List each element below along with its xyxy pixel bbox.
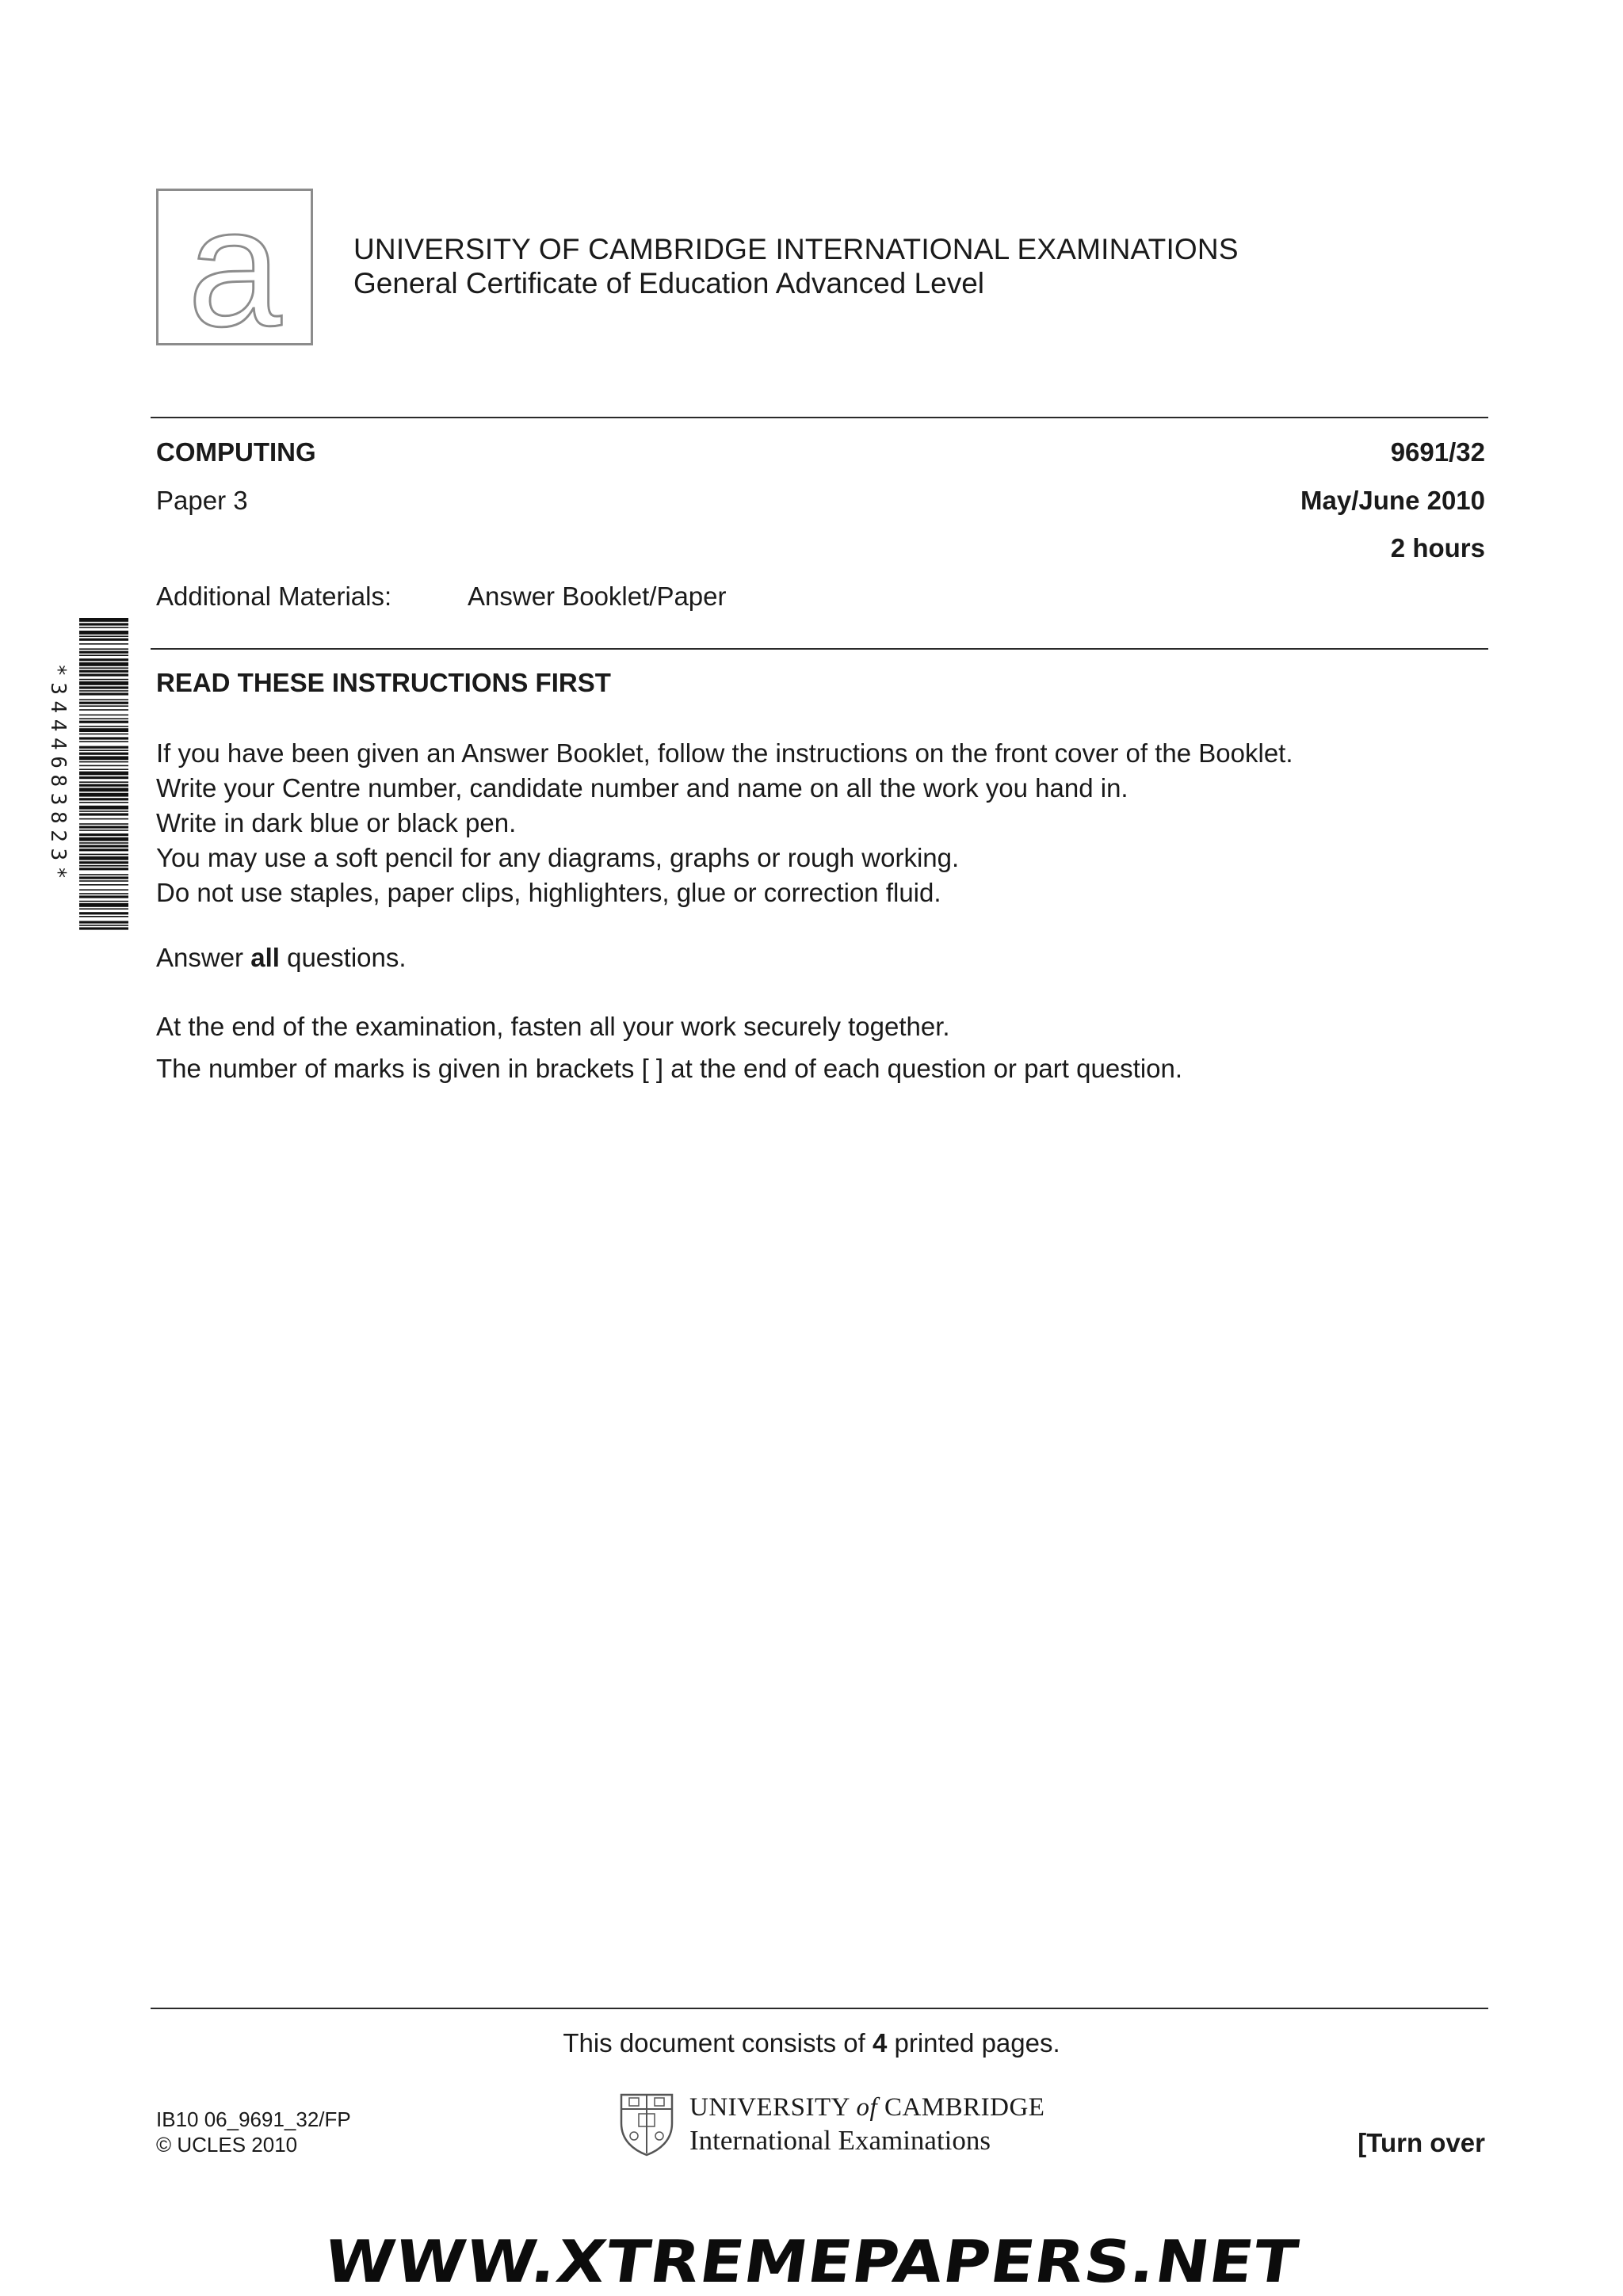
barcode-bar [79,784,128,787]
divider-footer [151,2008,1488,2009]
barcode-bar [79,813,128,815]
barcode-bar [79,721,128,723]
additional-materials-label: Additional Materials: [156,582,392,611]
copyright-notice: © UCLES 2010 [156,2133,298,2157]
pages-suffix: printed pages. [887,2028,1060,2058]
barcode-bar [79,648,128,650]
barcode-bar [79,635,128,637]
instructions-list [156,736,1293,910]
exam-duration: 2 hours [1390,533,1485,563]
barcode-bar [79,702,128,704]
exam-board-logo [156,189,313,345]
additional-materials-value: Answer Booklet/Paper [468,582,727,611]
answer-all-instruction [156,943,407,973]
document-reference: IB10 06_9691_32/FP [156,2107,351,2131]
barcode-bar [79,806,128,810]
barcode-bar [79,876,128,879]
exam-board-name: UNIVERSITY OF CAMBRIDGE INTERNATIONAL EXAMINATIONS [353,233,1239,265]
barcode-bar [79,686,128,688]
barcode-icon [79,618,128,931]
cie-logo-subtitle: International Examinations [689,2125,991,2156]
barcode-bar [79,865,128,867]
barcode-bar [79,802,128,803]
barcode-bar [79,868,128,870]
barcode-bar [79,861,128,864]
turn-over-label: [Turn over [1358,2128,1485,2157]
pages-prefix: This document consists of [563,2028,873,2058]
barcode-bar [79,793,128,797]
barcode-bar [79,818,128,820]
barcode-bar [79,670,128,673]
barcode-bar [79,658,128,661]
barcode-bar [79,845,128,847]
pages-count: 4 [872,2028,888,2058]
barcode-bar [79,746,128,749]
university-crest-icon [618,2092,675,2157]
end-of-exam-instruction: At the end of the examination, fasten all your work securely together. [156,1012,950,1041]
barcode-bar [79,903,128,907]
barcode-bar [79,618,128,622]
barcode-bar [79,667,128,669]
barcode-bar [79,912,128,914]
barcode-bar [79,651,128,654]
cie-of: of [856,2093,878,2122]
instruction-line: If you have been given an Answer Booklet, follow the instructions on the front cover of the Booklet. [156,738,1293,768]
barcode-bar [79,643,128,645]
divider-middle [151,648,1488,650]
instructions-heading: READ THESE INSTRUCTIONS FIRST [156,668,611,697]
barcode-bar [79,709,128,711]
barcode-bar [79,921,128,923]
barcode-bar [79,893,128,894]
barcode-bar [79,776,128,779]
barcode-bar [79,895,128,898]
marks-note: The number of marks is given in brackets [ ] at the end of each question or part question. [156,1054,1183,1083]
barcode-bar [79,692,128,695]
barcode-bar [79,662,128,666]
barcode-bar [79,823,128,825]
paper-number: Paper 3 [156,486,248,515]
barcode-bar [79,880,128,882]
barcode-bar [79,728,128,732]
barcode-bar [79,639,128,641]
letter-a-logo-icon [158,191,311,343]
barcode-bar [79,908,128,910]
paper-code: 9691/32 [1390,437,1485,467]
barcode-bar [79,741,128,742]
barcode-bar [79,830,128,831]
cie-logo-title [689,2093,1044,2122]
svg-text:a: a [187,191,282,343]
barcode-bar [79,705,128,707]
barcode-bar [79,772,128,776]
barcode-bar [79,726,128,727]
instruction-line: You may use a soft pencil for any diagrams, graphs or rough working. [156,843,960,872]
qualification-title: General Certificate of Education Advanced Level [353,267,984,299]
barcode-bar [79,631,128,635]
answer-prefix: Answer [156,943,251,972]
barcode-bar [79,769,128,770]
barcode-bar [79,810,128,812]
instruction-line: Write in dark blue or black pen. [156,808,517,837]
exam-session: May/June 2010 [1300,486,1485,515]
barcode-bar [79,833,128,836]
watermark-text: WWW.XTREMEPAPERS.NET [320,2227,1303,2296]
barcode-bar [79,737,128,739]
barcode-bar [79,765,128,767]
barcode-bar [79,798,128,800]
instruction-line: Write your Centre number, candidate number and name on all the work you hand in. [156,773,1128,803]
barcode-bar [79,884,128,886]
barcode-bar [79,856,128,860]
barcode-bar [79,927,128,929]
barcode-bar [79,681,128,685]
barcode-bar [79,749,128,751]
subject-title: COMPUTING [156,437,316,467]
cie-cambridge: CAMBRIDGE [884,2093,1045,2122]
barcode-bar [79,627,128,628]
barcode-bar [79,925,128,926]
barcode-bar [79,753,128,755]
barcode-bar [79,842,128,844]
page-count-note [0,2028,1623,2058]
barcode-bar [79,623,128,625]
answer-suffix: questions. [279,943,407,972]
barcode-bar [79,761,128,763]
barcode-bar [79,889,128,891]
barcode-bar [79,826,128,828]
barcode-bar [79,781,128,783]
barcode-bar [79,715,128,716]
barcode-number: *3444683823* [46,664,70,886]
divider-top [151,417,1488,418]
barcode-bar [79,690,128,692]
barcode-bar [79,673,128,676]
barcode-bar [79,679,128,681]
answer-emphasis: all [250,943,280,972]
barcode-bar [79,718,128,719]
barcode-bar [79,756,128,760]
barcode-bar [79,901,128,902]
barcode-bar [79,916,128,917]
barcode-bar [79,788,128,791]
barcode-bar [79,874,128,875]
cie-university: UNIVERSITY [689,2093,850,2122]
barcode-bar [79,854,128,856]
barcode-bar [79,849,128,851]
barcode-bar [79,837,128,841]
barcode-bar [79,699,128,700]
barcode-bar [79,654,128,656]
instruction-line: Do not use staples, paper clips, highlighters, glue or correction fluid. [156,878,941,907]
barcode-bar [79,734,128,735]
